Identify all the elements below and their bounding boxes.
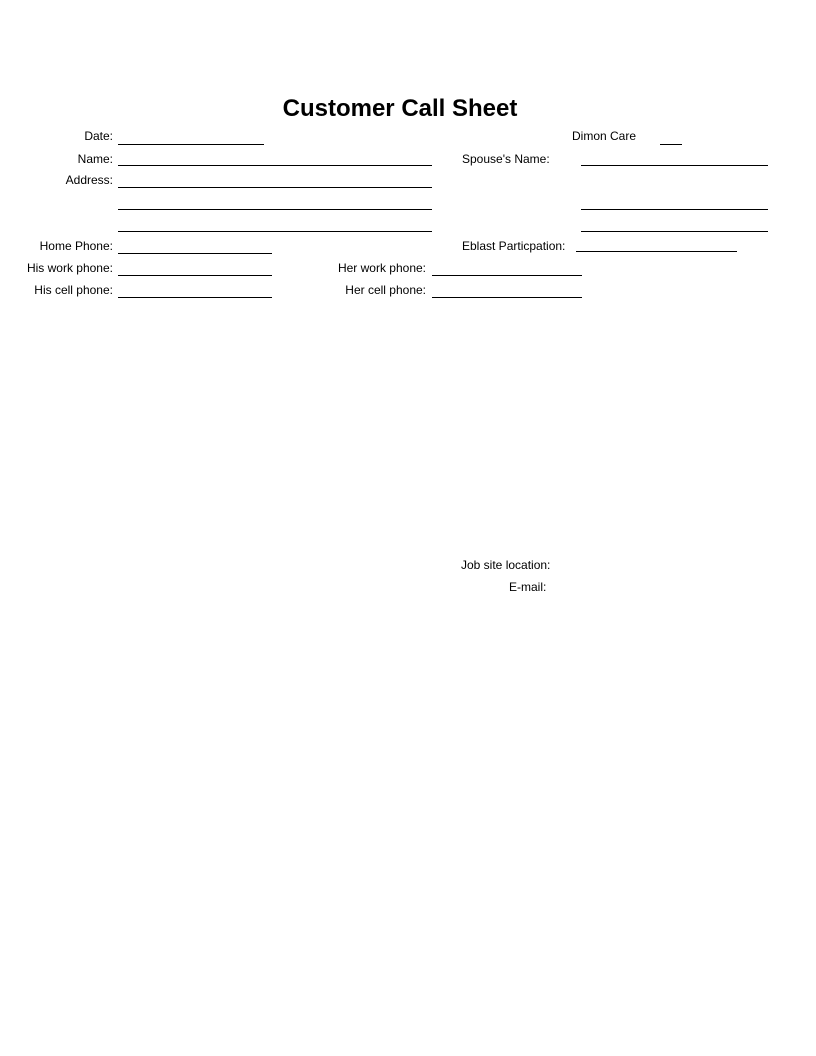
date-label: Date: xyxy=(84,129,113,143)
home-phone-field[interactable] xyxy=(118,253,272,254)
name-label: Name: xyxy=(77,152,113,166)
dimon-care-label: Dimon Care xyxy=(572,129,637,143)
eblast-field[interactable] xyxy=(576,251,737,252)
spouse-line-2[interactable] xyxy=(581,209,768,210)
spouse-name-label: Spouse's Name: xyxy=(462,152,550,166)
address-line-2[interactable] xyxy=(118,209,432,210)
address-line-3[interactable] xyxy=(118,231,432,232)
her-cell-phone-field[interactable] xyxy=(432,297,582,298)
home-phone-label: Home Phone: xyxy=(39,239,113,253)
eblast-label: Eblast Particpation: xyxy=(462,239,566,253)
her-work-phone-field[interactable] xyxy=(432,275,582,276)
email-label: E-mail: xyxy=(509,580,547,594)
his-cell-phone-field[interactable] xyxy=(118,297,272,298)
address-label: Address: xyxy=(65,173,113,187)
his-cell-phone-label: His cell phone: xyxy=(34,283,113,297)
page-title: Customer Call Sheet xyxy=(282,95,518,122)
address-line-1[interactable] xyxy=(118,187,432,188)
his-work-phone-field[interactable] xyxy=(118,275,272,276)
dimon-care-field[interactable] xyxy=(660,144,682,145)
spouse-line-3[interactable] xyxy=(581,231,768,232)
her-work-phone-label: Her work phone: xyxy=(337,261,426,275)
his-work-phone-label: His work phone: xyxy=(26,261,113,275)
name-field[interactable] xyxy=(118,165,432,166)
spouse-name-field[interactable] xyxy=(581,165,768,166)
job-site-location-label: Job site location: xyxy=(461,558,551,572)
date-field[interactable] xyxy=(118,144,264,145)
her-cell-phone-label: Her cell phone: xyxy=(345,283,426,297)
